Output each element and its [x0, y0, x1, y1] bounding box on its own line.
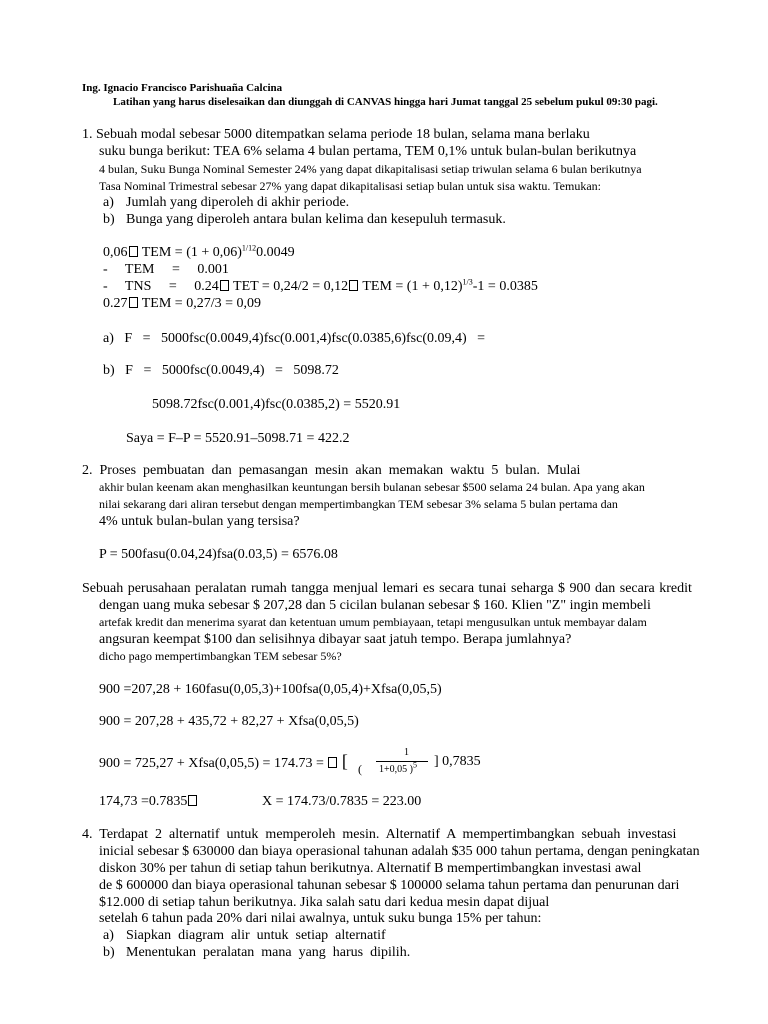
missing-glyph-icon: [129, 246, 138, 257]
q1-calc1-post: 0.0049: [256, 245, 295, 260]
instructions-text: Latihan yang harus diselesaikan dan diunggah di CANVAS hingga hari Jumat tanggal 25 sebelum pukul 09:30 pagi.: [113, 96, 658, 108]
q1-calc1-mid: TEM = (1 + 0,06): [138, 245, 242, 260]
q1-a-text: Jumlah yang diperoleh di akhir periode.: [126, 195, 350, 210]
q1-a-label: a): [103, 195, 114, 210]
q1-solution-a: a) F = 5000fsc(0.0049,4)fsc(0.001,4)fsc(0.0385,6)fsc(0.09,4) =: [103, 331, 486, 346]
q3-line5: dicho pago mempertimbangkan TEM sebesar 5%?: [99, 649, 342, 663]
q4-b-label: b): [103, 945, 115, 960]
q1-calc3-post: -1 = 0.0385: [472, 279, 538, 294]
q3-equation2: 900 = 207,28 + 435,72 + 82,27 + Xfsa(0,05,5): [99, 714, 359, 729]
q3-equation4: [99, 793, 198, 810]
q1-line4: Tasa Nominal Trimestral sebesar 27% yang dapat dikapitalisasi setiap bulan untuk sisa waktu. Temukan:: [99, 179, 602, 193]
missing-glyph-icon: [328, 757, 337, 768]
q2-line2: akhir bulan keenam akan menghasilkan keuntungan bersih bulanan sebesar $500 selama 24 bulan. Apa yang akan: [99, 480, 645, 494]
q3-fraction-denominator: [379, 760, 417, 775]
q1-calc3-mid: TET = 0,24/2 = 0,12: [229, 279, 349, 294]
q4-line2: inicial sebesar $ 630000 dan biaya operasional tahunan adalah $35 000 tahun pertama, dengan peningkatan: [99, 844, 700, 859]
q4-a-text: Siapkan diagram alir untuk setiap alternatif: [126, 928, 386, 943]
q2-line4: 4% untuk bulan-bulan yang tersisa?: [99, 514, 300, 529]
q1-solution-b2: 5098.72fsc(0.001,4)fsc(0.0385,2) = 5520.91: [152, 397, 401, 412]
q4-b-text: Menentukan peralatan mana yang harus dipilih.: [126, 945, 411, 960]
q4-line6: setelah 6 tahun pada 20% dari nilai awalnya, untuk suku bunga 15% per tahun:: [99, 911, 542, 926]
missing-glyph-icon: [220, 280, 229, 291]
q1-calc4-post: TEM = 0,27/3 = 0,09: [138, 296, 261, 311]
q4-line3: diskon 30% per tahun di setiap tahun berikutnya. Alternatif B mempertimbangkan investasi awal: [99, 861, 642, 876]
q3-line4: angsuran keempat $100 dan selisihnya dibayar saat jatuh tempo. Berapa jumlahnya?: [99, 632, 572, 647]
q3-eq3-pre: 900 = 725,27 + Xfsa(0,05,5) = 174.73 =: [99, 756, 324, 771]
q3-eq4-pre: 174,73 =0.7835: [99, 794, 188, 809]
q2-line3: nilai sekarang dari aliran tersebut dengan mempertimbangkan TEM sebesar 3% selama 5 bulan pertama dan: [99, 497, 618, 511]
missing-glyph-icon: [129, 297, 138, 308]
q4-line4: de $ 600000 dan biaya operasional tahunan sebesar $ 100000 selama tahun pertama dan penurunan dari: [99, 878, 680, 893]
q1-solution-b3: Saya = F–P = 5520.91–5098.71 = 422.2: [126, 431, 350, 446]
q1-solution-b: b) F = 5000fsc(0.0049,4) = 5098.72: [103, 363, 339, 378]
q3-eq4-post: X = 174.73/0.7835 = 223.00: [262, 794, 422, 809]
q1-calc1: [103, 244, 295, 261]
q4-line1: 4. Terdapat 2 alternatif untuk memperoleh mesin. Alternatif A mempertimbangkan sebuah investasi: [82, 827, 677, 842]
q3-fraction-numerator: 1: [404, 747, 409, 758]
q3-equation1: 900 =207,28 + 160fasu(0,05,3)+100fsa(0,05,4)+Xfsa(0,05,5): [99, 682, 442, 697]
q3-line3: artefak kredit dan menerima syarat dan ketentuan umum pembiayaan, tetapi mengusulkan untuk membayar dalam: [99, 615, 647, 629]
q1-b-text: Bunga yang diperoleh antara bulan kelima dan kesepuluh termasuk.: [126, 212, 506, 227]
q1-calc2: - TEM = 0.001: [103, 262, 229, 277]
q1-calc4: [103, 295, 261, 312]
q1-calc3: [103, 278, 538, 295]
q1-b-label: b): [103, 212, 115, 227]
q1-calc3-exponent: 1/3: [462, 277, 473, 287]
q3-frac-exponent: 5: [412, 760, 417, 770]
q1-line1: 1. Sebuah modal sebesar 5000 ditempatkan selama periode 18 bulan, selama mana berlaku: [82, 127, 590, 142]
q2-line1: 2. Proses pembuatan dan pemasangan mesin akan memakan waktu 5 bulan. Mulai: [82, 463, 581, 478]
q2-solution: P = 500fasu(0.04,24)fsa(0.03,5) = 6576.08: [99, 547, 338, 562]
q4-a-label: a): [103, 928, 114, 943]
q1-calc4-pre: 0.27: [103, 296, 128, 311]
q3-equation3: [99, 753, 348, 772]
author-name: Ing. Ignacio Francisco Parishuaña Calcina: [82, 82, 283, 94]
q1-line3: 4 bulan, Suku Bunga Nominal Semester 24% yang dapat dikapitalisasi setiap triwulan selama 6 bulan berikutnya: [99, 162, 642, 176]
q3-eq3-post: ] 0,7835: [434, 754, 481, 769]
q1-calc1-pre: 0,06: [103, 245, 128, 260]
q1-line2: suku bunga berikut: TEA 6% selama 4 bulan pertama, TEM 0,1% untuk bulan-bulan berikutnya: [99, 144, 637, 159]
missing-glyph-icon: [349, 280, 358, 291]
q3-frac-den-text: 1+0,05 ): [379, 764, 413, 775]
q3-eq3-paren: (: [358, 762, 362, 776]
q1-calc3-mid2: TEM = (1 + 0,12): [359, 279, 463, 294]
q3-line2: dengan uang muka sebesar $ 207,28 dan 5 cicilan bulanan sebesar $ 160. Klien "Z" ingin membeli: [99, 598, 651, 613]
q3-fraction-bar: [376, 761, 428, 762]
q3-eq3-bracket: [: [341, 751, 348, 771]
missing-glyph-icon: [188, 795, 197, 806]
q4-line5: $12.000 di setiap tahun berikutnya. Jika salah satu dari kedua mesin dapat dijual: [99, 895, 550, 910]
q1-calc3-pre: - TNS = 0.24: [103, 279, 219, 294]
q3-line1: Sebuah perusahaan peralatan rumah tangga menjual lemari es secara tunai seharga $ 900 dan secara kredit: [82, 581, 692, 596]
q1-calc1-exponent: 1/12: [241, 243, 257, 253]
